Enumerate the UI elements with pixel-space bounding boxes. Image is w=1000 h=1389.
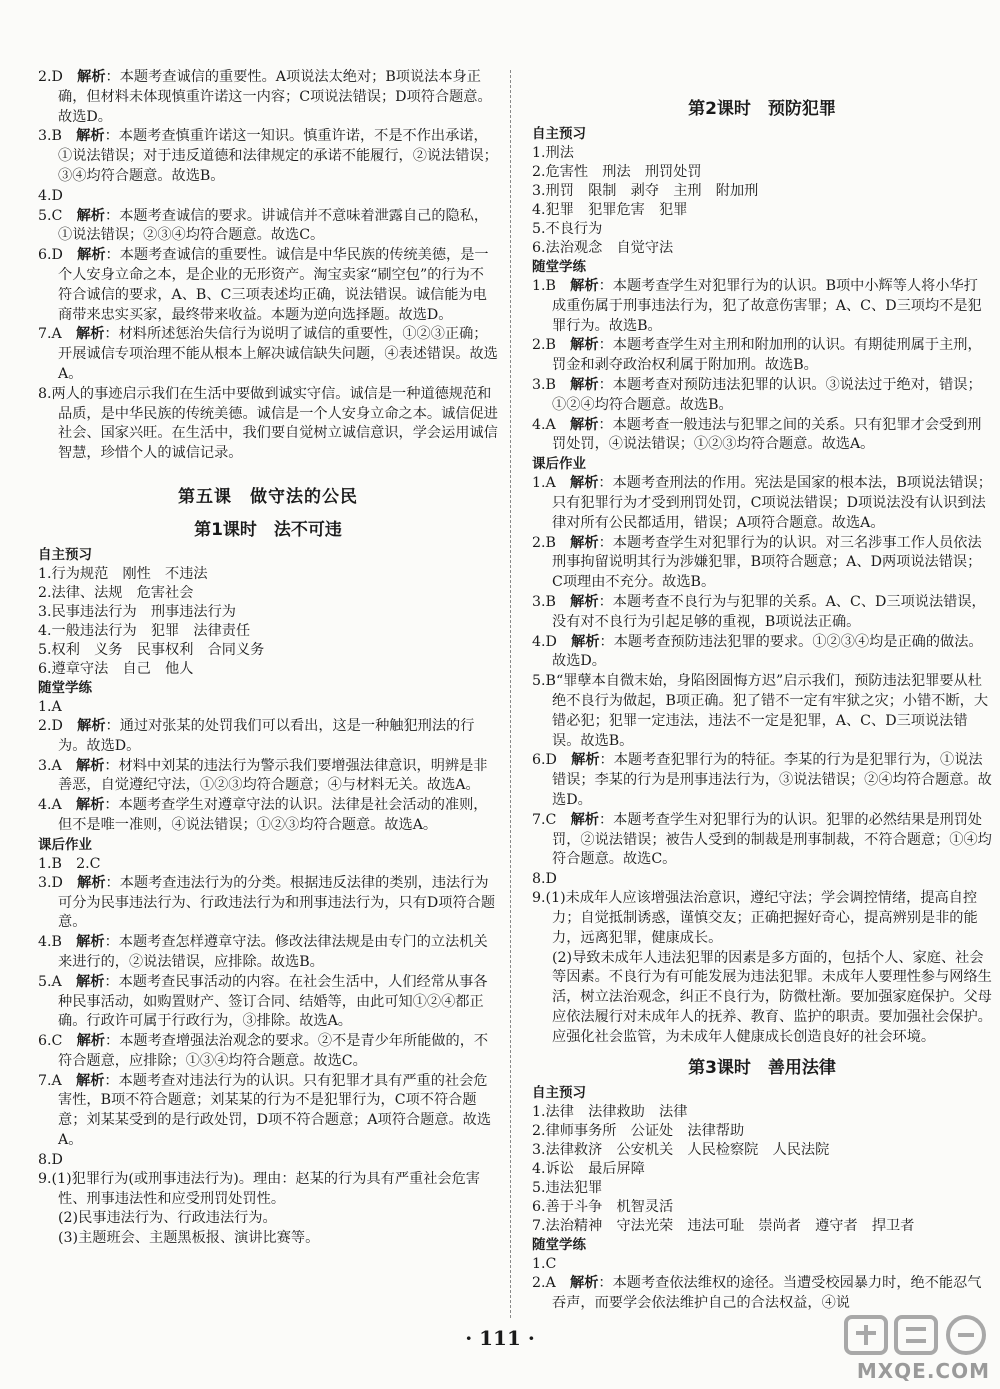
answer-text: “罪孽本自微末始，身陷囹圄悔方迟”启示我们，预防违法犯罪要从杜绝不良行为做起，B项正确。犯了错不一定有牢狱之灾；小错不断，大错必犯；犯罪一定违法，违法不一定是犯罪，A、C、D三项说法错误。故选B。 <box>552 673 989 749</box>
answer-number: 4.A <box>532 416 556 433</box>
answer-item <box>38 325 498 384</box>
watermark-text: MXQE.COM <box>856 1359 990 1383</box>
answer-item <box>532 277 992 336</box>
answer-text: ：本题考查不良行为与犯罪的关系。A、C、D三项说法错误，没有对不良行为引起足够的重视，B项说法正确。 <box>552 593 986 630</box>
answer-item <box>532 416 992 456</box>
period-title: 第2课时 预防犯罪 <box>688 99 836 119</box>
answer-number: 1.A <box>532 475 556 492</box>
answer-text: ：本题考查违法行为的分类。根据违反法律的类别，违法行为可分为民事违法行为、行政违法行为和刑事违法行为，只有D项符合题意。 <box>58 874 496 931</box>
answer-text: ：材料所述惩治失信行为说明了诚信的重要性，①②③正确；开展诚信专项治理不能从根本上解决诚信缺失问题，④表述错误。故选A。 <box>58 326 498 382</box>
answer-item <box>38 187 498 207</box>
answer-text: (1)未成年人应该增强法治意识，遵纪守法；学会调控情绪，提高自控力；自觉抵制诱惑，谨慎交友；正确把握好奇心，提高辨别是非的能力，远离犯罪，健康成长。 <box>545 890 978 946</box>
answer-number: 6.D <box>38 247 63 264</box>
answer-item <box>532 633 992 673</box>
answer-number: 2.D <box>38 717 63 734</box>
left-column <box>38 68 498 1249</box>
answer-number: 3.B <box>532 376 556 393</box>
section-heading: 自主预习 <box>532 1085 586 1102</box>
period-title: 第1课时 法不可违 <box>194 519 342 540</box>
analysis-label: 解析 <box>570 278 599 294</box>
period-title: 第3课时 善用法律 <box>688 1058 836 1079</box>
answer-text: ：本题考查对违法行为的认识。只有犯罪才具有严重的社会危害性，B项不符合题意；刘某某的行为不是犯罪行为，C项不符合题意；刘某某受到的是行政处罚，D项不符合题意；A项符合题意。故选A。 <box>58 1072 492 1149</box>
answer-text: ：本题考查诚信的要求。讲诚信并不意味着泄露自己的隐私，①说法错误；②③④均符合题意。故选C。 <box>58 207 489 244</box>
answer-number: 4.A <box>38 797 62 814</box>
answer-item <box>38 717 498 757</box>
list-item: 4.一般违法行为 犯罪 法律责任 <box>38 622 251 639</box>
section-heading: 课后作业 <box>532 456 586 473</box>
answer-number: 9. <box>532 890 546 907</box>
answer-item <box>532 751 992 810</box>
answer-number: 4.D <box>38 187 63 204</box>
answer-text: ：本题考查依法维权的途径。当遭受校园暴力时，绝不能忍气吞声，而要学会依法维护自己的合法权益，④说 <box>552 1275 982 1312</box>
answer-text: ：本题考查一般违法与犯罪之间的关系。只有犯罪才会受到刑罚处罚，④说法错误；①②③均符合题意。故选A。 <box>552 416 982 453</box>
answer-number: 2.B <box>532 337 556 354</box>
answer-text: 两人的事迹启示我们在生活中要做到诚实守信。诚信是一种道德规范和品质，是中华民族的传统美德。诚信是一个人安身立命之本。诚信促进社会、国家兴旺。在生活中，我们要自觉树立诚信意识，学会运用诚信智慧，珍惜个人的诚信记录。 <box>51 385 498 462</box>
answer-number: 4.D <box>532 633 557 650</box>
analysis-label: 解析 <box>76 1072 105 1089</box>
list-item: 8.D <box>532 871 557 888</box>
list-item: 3.法律救济 公安机关 人民检察院 人民法院 <box>532 1142 830 1159</box>
answer-text: ：本题考查诚信的重要性。A项说法太绝对；B项说法本身正确，但材料未体现慎重许诺这一内容；C项说法错误；D项符合题意。故选D。 <box>58 69 492 125</box>
list-item: 1.B 2.C <box>38 855 101 872</box>
analysis-label: 解析 <box>570 376 599 393</box>
answer-number: 5.B <box>532 673 556 690</box>
answer-number: 3.B <box>38 128 62 145</box>
list-item: 1.法律 法律救助 法律 <box>532 1104 688 1121</box>
list-item: 1.A <box>38 698 62 715</box>
answer-number: 7.A <box>38 1072 62 1089</box>
analysis-label: 解析 <box>570 475 599 492</box>
analysis-label: 解析 <box>76 326 105 343</box>
answer-text: ：本题考查民事活动的内容。在社会生活中，人们经常从事各种民事活动，如购置财产、签订合同、结婚等，由此可知①②④都正确。行政许可属于行政行为，③排除。故选A。 <box>58 973 488 1030</box>
list-item: 7.法治精神 守法光荣 违法可耻 崇尚者 遵守者 捍卫者 <box>532 1218 915 1235</box>
analysis-label: 解析 <box>76 1033 105 1050</box>
analysis-label: 解析 <box>77 874 106 891</box>
answer-number: 5.C <box>38 207 63 224</box>
analysis-label: 解析 <box>77 247 106 264</box>
answer-item <box>38 68 498 127</box>
answer-item <box>532 889 992 948</box>
page-number: · 111 · <box>465 1326 535 1350</box>
analysis-label: 解析 <box>570 416 599 433</box>
analysis-label: 解析 <box>570 593 599 610</box>
answer-number: 7.A <box>38 326 62 343</box>
answer-number: 2.A <box>532 1275 556 1292</box>
lesson-title: 第五课 做守法的公民 <box>178 486 358 507</box>
answer-item <box>38 757 498 797</box>
analysis-label: 解析 <box>571 752 600 769</box>
answer-item <box>532 811 992 870</box>
list-item: 6.法治观念 自觉守法 <box>532 240 674 256</box>
list-item: 2.法律、法规 危害社会 <box>38 584 194 601</box>
answer-text: ：本题考查刑法的作用。宪法是国家的根本法，B项说法错误；只有犯罪行为才受到刑罚处罚，C项说法错误；D项说法没有认识到法律对所有公民都适用，错误；A项符合题意。故选A。 <box>552 475 992 531</box>
answer-text: ：材料中刘某的违法行为警示我们要增强法律意识，明辨是非善恶，自觉遵纪守法，①②③均符合题意；④与材料无关。故选A。 <box>58 757 488 794</box>
answer-text: ：本题考查慎重许诺这一知识。慎重许诺，不是不作出承诺，①说法错误；对于违反道德和法律规定的承诺不能履行，②说法错误；③④均符合题意。故选B。 <box>58 128 498 184</box>
list-item: 1.刑法 <box>532 145 574 161</box>
section-heading: 随堂学练 <box>532 259 586 275</box>
answer-number: 2.D <box>38 69 63 85</box>
answer-item <box>532 672 992 751</box>
analysis-label: 解析 <box>570 534 599 551</box>
answer-number: 4.B <box>38 934 62 951</box>
answer-item <box>532 1274 992 1314</box>
analysis-label: 解析 <box>76 757 105 774</box>
answer-number: 5.A <box>38 973 62 990</box>
answer-text: ：本题考查学生对主刑和附加刑的认识。有期徒刑属于主刑，罚金和剥夺政治权利属于附加刑。故选B。 <box>552 337 982 374</box>
analysis-label: 解析 <box>76 128 105 145</box>
section-heading: 自主预习 <box>38 546 92 563</box>
column-divider <box>510 70 511 1318</box>
analysis-label: 解析 <box>570 337 599 354</box>
section-heading: 自主预习 <box>532 126 586 142</box>
section-heading: 随堂学练 <box>38 679 92 696</box>
analysis-label: 解析 <box>76 207 105 224</box>
answer-continuation: (2)导致未成年人违法犯罪的因素是多方面的，包括个人、家庭、社会等因素。不良行为有可能发展为违法犯罪。未成年人要理性参与网络生活，树立法治观念，纠正不良行为，防微杜渐。要加强家庭保护。父母应依法履行对未成年人的抚养、教育、监护的职责。要加强社会保护。应强化社会监管，为未成年人健康成长创造良好的社会环境。 <box>552 949 992 1045</box>
answer-item <box>38 796 498 836</box>
analysis-label: 解析 <box>77 717 106 734</box>
analysis-label: 解析 <box>76 973 105 990</box>
list-item: 8.D <box>38 1151 63 1168</box>
answer-logo-icon <box>842 1311 992 1359</box>
answer-item <box>38 246 498 325</box>
analysis-label: 解析 <box>571 633 600 650</box>
answer-text: ：本题考查犯罪行为的特征。李某的行为是犯罪行为，①说法错误；李某的行为是刑事违法行为，③说法错误；②④均符合题意。故选D。 <box>552 752 992 808</box>
analysis-label: 解析 <box>570 1275 599 1292</box>
list-item: 5.不良行为 <box>532 221 603 237</box>
answer-continuation: (3)主题班会、主题黑板报、演讲比赛等。 <box>58 1230 320 1247</box>
list-item: 5.权利 义务 民事权利 合同义务 <box>38 641 265 658</box>
answer-item <box>38 1170 498 1210</box>
answer-item <box>38 1072 498 1151</box>
answer-number: 9. <box>38 1170 52 1187</box>
list-item: 1.C <box>532 1256 557 1273</box>
answer-number: 3.D <box>38 874 63 891</box>
answer-item <box>38 874 498 933</box>
answer-text: ：本题考查增强法治观念的要求。②不是青少年所能做的，不符合题意，应排除；①③④均符合题意。故选C。 <box>58 1033 489 1069</box>
answer-item <box>532 534 992 593</box>
section-heading: 课后作业 <box>38 836 92 853</box>
answer-number: 8. <box>38 385 52 402</box>
answer-text: ：本题考查预防违法犯罪的要求。①②③④均是正确的做法。故选D。 <box>552 633 983 670</box>
answer-continuation: (2)民事违法行为、行政违法行为。 <box>58 1210 277 1227</box>
answer-number: 6.D <box>532 752 557 769</box>
list-item: 6.遵章守法 自己 他人 <box>38 660 194 677</box>
answer-item <box>532 376 992 416</box>
list-item: 2.律师事务所 公证处 法律帮助 <box>532 1123 745 1140</box>
list-item: 4.诉讼 最后屏障 <box>532 1161 645 1178</box>
answer-text: ：本题考查怎样遵章守法。修改法律法规是由专门的立法机关来进行的，②说法错误，应排除。故选B。 <box>58 934 488 970</box>
answer-item <box>532 336 992 376</box>
answer-number: 3.A <box>38 757 62 774</box>
answer-number: 7.C <box>532 811 557 828</box>
analysis-label: 解析 <box>77 69 106 85</box>
list-item: 2.危害性 刑法 刑罚处罚 <box>532 164 702 180</box>
analysis-label: 解析 <box>76 797 105 814</box>
answer-text: ：本题考查对预防违法犯罪的认识。③说法过于绝对，错误；①②④均符合题意。故选B。 <box>552 376 982 413</box>
answer-text: ：本题考查学生对犯罪行为的认识。对三名涉事工作人员依法刑事拘留说明其行为涉嫌犯罪，B项符合题意；A、D两项说法错误；C项理由不充分。故选B。 <box>552 534 982 591</box>
answer-text: ：本题考查学生对犯罪行为的认识。B项中小辉等人将小华打成重伤属于刑事违法行为，犯了故意伤害罪；A、C、D三项均不是犯罪行为。故选B。 <box>552 278 982 334</box>
answer-item <box>38 1032 498 1072</box>
answer-number: 6.C <box>38 1033 63 1050</box>
list-item: 4.犯罪 犯罪危害 犯罪 <box>532 202 688 218</box>
answer-item <box>532 474 992 533</box>
list-item: 3.民事违法行为 刑事违法行为 <box>38 603 236 620</box>
answer-text: ：通过对张某的处罚我们可以看出，这是一种触犯刑法的行为。故选D。 <box>58 717 475 754</box>
answer-text: ：本题考查诚信的重要性。诚信是中华民族的传统美德，是一个人安身立命之本，是企业的无形资产。淘宝卖家“刷空包”的行为不符合诚信的要求，A、B、C三项表述均正确，说法错误。诚信能为电商带来忠实买家，最终带来收益。本题为逆向选择题。故选D。 <box>58 247 489 323</box>
list-item: 1.行为规范 刚性 不违法 <box>38 565 208 582</box>
answer-item <box>532 593 992 633</box>
answer-item <box>38 385 498 464</box>
list-item: 3.刑罚 限制 剥夺 主刑 附加刑 <box>532 183 759 199</box>
answer-number: 2.B <box>532 534 556 551</box>
list-item: 5.违法犯罪 <box>532 1180 603 1197</box>
answer-number: 3.B <box>532 593 556 610</box>
answer-text: ：本题考查学生对遵章守法的认识。法律是社会活动的准则，但不是唯一准则，④说法错误；①②③均符合题意。故选A。 <box>58 797 488 833</box>
answer-text: (1)犯罪行为(或刑事违法行为)。理由：赵某的行为具有严重社会危害性、刑事违法性和应受刑罚处罚性。 <box>51 1170 480 1207</box>
answer-item <box>38 207 498 247</box>
section-heading: 随堂学练 <box>532 1237 586 1254</box>
answer-item <box>38 127 498 186</box>
list-item: 6.善于斗争 机智灵活 <box>532 1199 674 1216</box>
right-column <box>532 88 992 1314</box>
answer-text: ：本题考查学生对犯罪行为的认识。犯罪的必然结果是刑罚处罚，②说法错误；被告人受到的制裁是刑事制裁，不符合题意；①④均符合题意。故选C。 <box>552 811 992 868</box>
answer-number: 1.B <box>532 278 556 294</box>
answer-item <box>38 973 498 1032</box>
answer-item <box>38 933 498 973</box>
analysis-label: 解析 <box>76 934 105 951</box>
analysis-label: 解析 <box>570 811 599 828</box>
